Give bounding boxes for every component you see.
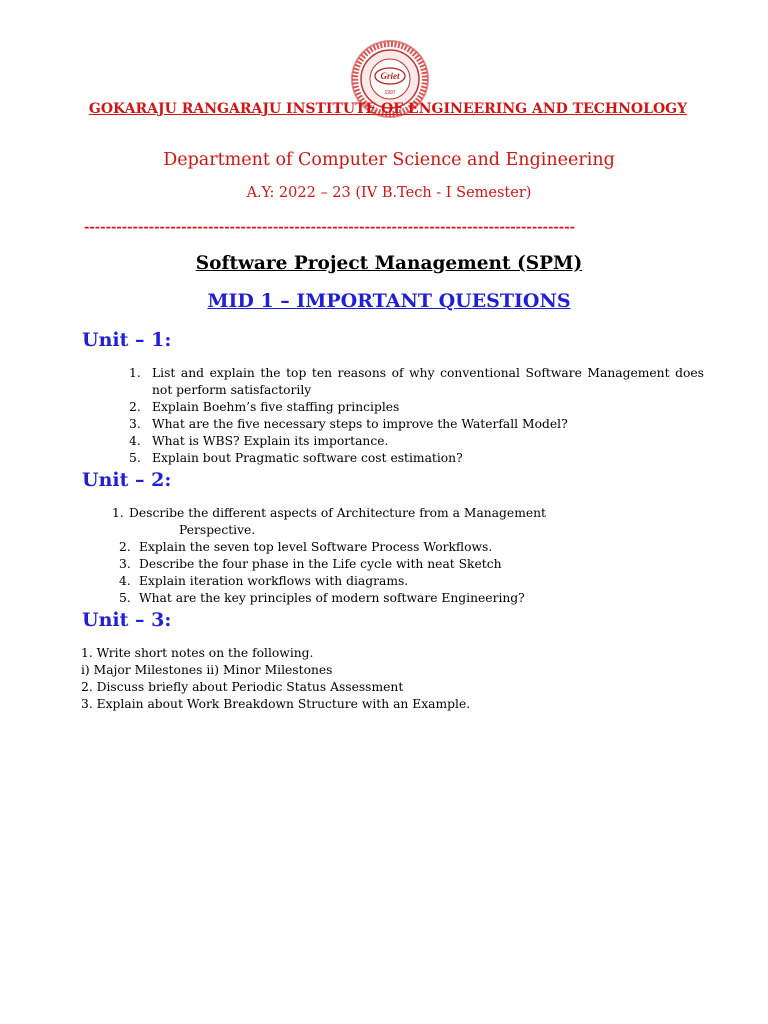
- question-text: What are the five necessary steps to improve the Waterfall Model?: [152, 417, 568, 431]
- unit-2-heading: Unit – 2:: [82, 469, 172, 491]
- question-number: 2.: [119, 540, 131, 554]
- question-number: 3.: [129, 417, 141, 431]
- question-line: 2. Discuss briefly about Periodic Status Assessment: [81, 680, 404, 694]
- logo-text: Griet: [380, 71, 400, 81]
- question-text: List and explain the top ten reasons of why conventional Software Management does not perform satisfactorily: [152, 366, 704, 397]
- question-number: 4.: [119, 574, 131, 588]
- question-number: 4.: [129, 434, 141, 448]
- question-text: What is WBS? Explain its importance.: [152, 434, 389, 448]
- question-text: Explain iteration workflows with diagrams.: [139, 574, 409, 588]
- subject-title: Software Project Management (SPM): [195, 253, 583, 274]
- logo-year: 1997: [384, 90, 396, 96]
- question-text: Explain bout Pragmatic software cost estimation?: [152, 451, 463, 465]
- question-text: What are the key principles of modern software Engineering?: [139, 591, 525, 605]
- question-number: 5.: [119, 591, 131, 605]
- question-number: 5.: [129, 451, 141, 465]
- question-number: 1.: [129, 366, 141, 380]
- question-number: 3.: [119, 557, 131, 571]
- question-text: Describe the four phase in the Life cycle with neat Sketch: [139, 557, 502, 571]
- separator-line: -------------------------------------------------------------------------------------------: [84, 221, 575, 235]
- question-line: i) Major Milestones ii) Minor Milestones: [81, 663, 333, 677]
- unit-1-heading: Unit – 1:: [82, 329, 172, 351]
- question-line: 3. Explain about Work Breakdown Structure with an Example.: [81, 697, 471, 711]
- question-number: 1.: [112, 506, 124, 520]
- question-text-continued: Perspective.: [179, 523, 256, 537]
- institute-name: GOKARAJU RANGARAJU INSTITUTE OF ENGINEERING AND TECHNOLOGY: [88, 101, 688, 117]
- question-line: 1. Write short notes on the following.: [81, 646, 314, 660]
- academic-year: A.Y: 2022 – 23 (IV B.Tech - I Semester): [246, 185, 532, 201]
- unit-3-heading: Unit – 3:: [82, 609, 172, 631]
- question-text: Describe the different aspects of Architecture from a Management: [129, 506, 546, 520]
- question-text: Explain the seven top level Software Process Workflows.: [139, 540, 493, 554]
- question-number: 2.: [129, 400, 141, 414]
- mid-title: MID 1 – IMPORTANT QUESTIONS: [207, 290, 571, 312]
- department-name: Department of Computer Science and Engineering: [163, 150, 615, 170]
- question-text: Explain Boehm’s five staffing principles: [152, 400, 400, 414]
